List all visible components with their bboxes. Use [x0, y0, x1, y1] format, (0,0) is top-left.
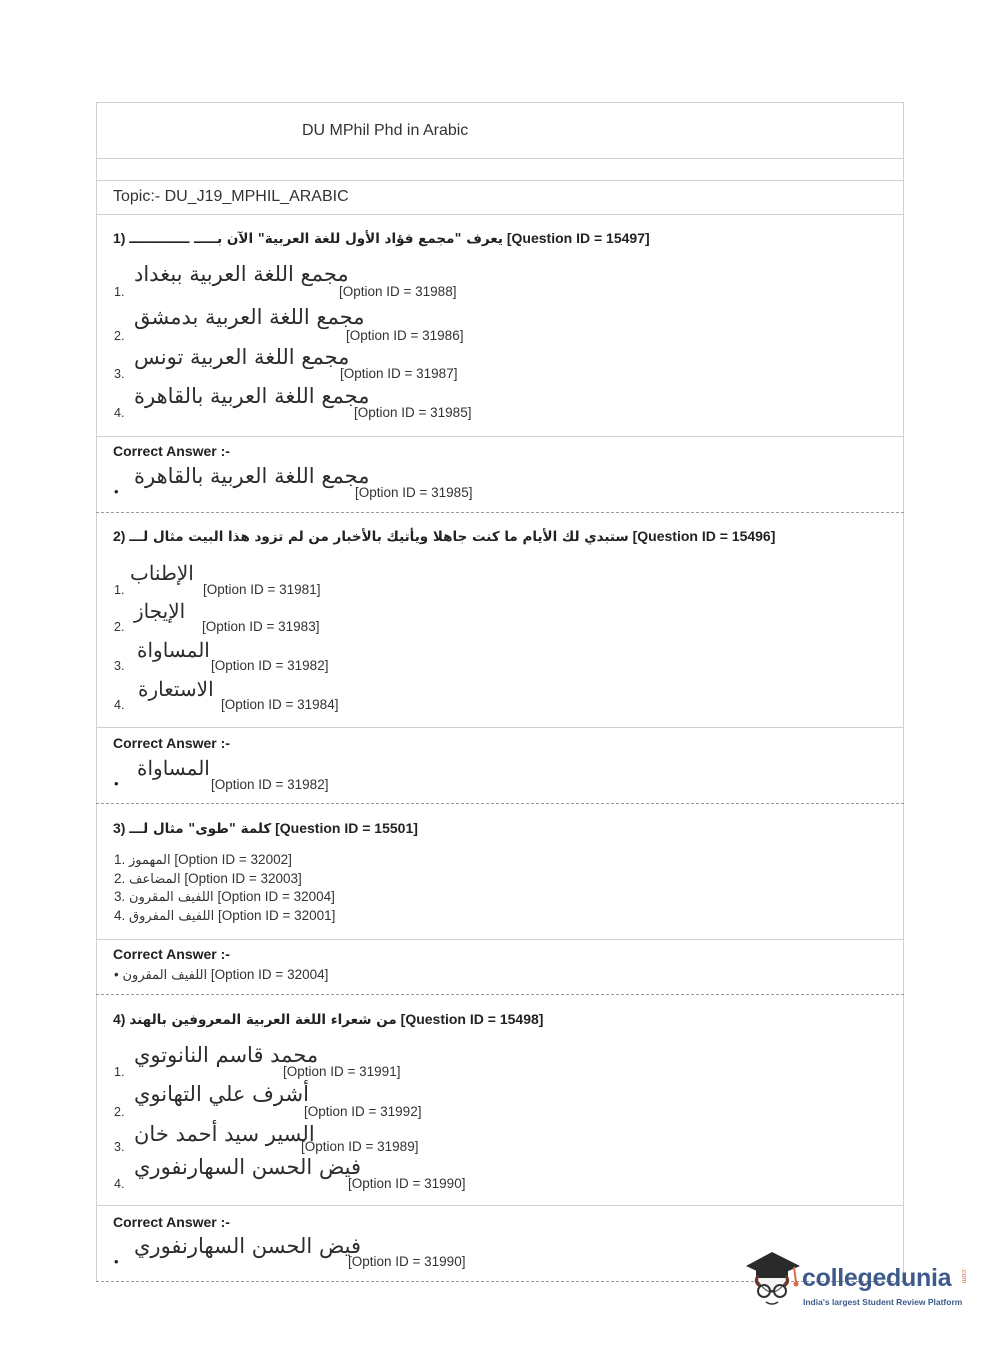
option-id: [Option ID = 32001] [217, 908, 336, 923]
option-text: المساواة [137, 638, 210, 662]
answer-text: فيض الحسن السهارنفوري [134, 1234, 362, 1258]
option-id: [Option ID = 31985] [354, 405, 472, 420]
option-text: مجمع اللغة العربية تونس [134, 345, 350, 369]
option-number: 1. [114, 1065, 125, 1079]
collegedunia-mascot-icon [742, 1246, 802, 1312]
question-separator [96, 803, 904, 804]
option-number: 3. [114, 367, 125, 381]
answer-id: [Option ID = 31990] [348, 1254, 466, 1269]
collegedunia-wordmark: collegedunia [802, 1264, 952, 1292]
option-text: مجمع اللغة العربية بدمشق [134, 305, 365, 329]
option-text: الإيجاز [134, 599, 186, 623]
option-number: 2. [114, 329, 125, 343]
option-number: 2. [114, 871, 126, 886]
option-line [114, 871, 302, 887]
option-text: أشرف علي التهانوي [134, 1082, 309, 1106]
option-number: 2. [114, 1105, 125, 1119]
question-id: [Question ID = 15496] [632, 528, 776, 544]
question-number: 4) [113, 1011, 126, 1027]
option-id: [Option ID = 31986] [346, 328, 464, 343]
option-id: [Option ID = 32003] [184, 871, 302, 886]
rule [96, 436, 904, 437]
question-number: 3) [113, 820, 126, 836]
answer-id: [Option ID = 31982] [211, 777, 329, 792]
option-id: [Option ID = 31992] [304, 1104, 422, 1119]
option-text: الإطناب [130, 561, 194, 585]
option-number: 2. [114, 620, 125, 634]
answer-text: اللفيف المقرون [122, 968, 208, 983]
question-separator [96, 994, 904, 995]
option-line [114, 908, 335, 924]
option-text: مجمع اللغة العربية ببغداد [134, 262, 349, 286]
option-number: 4. [114, 406, 125, 420]
option-number: 4. [114, 908, 126, 923]
collegedunia-tagline: India's largest Student Review Platform [803, 1297, 963, 1307]
option-number: 4. [114, 1177, 125, 1191]
answer-bullet: • [114, 776, 119, 791]
answer-text: المساواة [137, 756, 210, 780]
rule [96, 939, 904, 940]
rule [96, 214, 904, 215]
option-line [114, 852, 292, 868]
question-text: يعرف "مجمع فؤاد الأول للغة العربية" الآن بـــــ ـــــــــــــ [129, 231, 503, 247]
question-3-line [113, 820, 418, 837]
option-id: [Option ID = 32002] [174, 852, 292, 867]
question-4-line [113, 1011, 543, 1028]
option-number: 4. [114, 698, 125, 712]
correct-answer-label: Correct Answer :- [113, 735, 230, 751]
question-text: من شعراء اللغة العربية المعروفين بالهند [129, 1012, 397, 1028]
question-text: كلمة "طوى" مثال لـــ [129, 821, 272, 837]
topic-label: Topic:- DU_J19_MPHIL_ARABIC [113, 188, 349, 205]
page-title: DU MPhil Phd in Arabic [302, 122, 469, 139]
question-id: [Question ID = 15501] [275, 820, 418, 836]
option-text: مجمع اللغة العربية بالقاهرة [134, 384, 370, 408]
option-line [114, 889, 335, 905]
correct-answer-label: Correct Answer :- [113, 1214, 230, 1230]
option-number: 1. [114, 852, 126, 867]
rule [96, 158, 904, 159]
option-text: المهموز [129, 853, 171, 868]
option-id: [Option ID = 32004] [217, 889, 335, 904]
collegedunia-suffix: .com [960, 1268, 967, 1284]
rule [96, 180, 904, 181]
option-text: اللفيف المفروق [129, 909, 215, 924]
answer-text: مجمع اللغة العربية بالقاهرة [134, 464, 370, 488]
option-number: 3. [114, 889, 126, 904]
option-text: السير سيد أحمد خان [134, 1122, 315, 1146]
question-id: [Question ID = 15498] [400, 1011, 544, 1027]
answer-bullet: • [114, 1254, 119, 1269]
answer-id: [Option ID = 32004] [210, 967, 329, 982]
option-id: [Option ID = 31981] [203, 582, 321, 597]
answer-bullet: • [114, 967, 119, 982]
option-id: [Option ID = 31991] [283, 1064, 401, 1079]
option-id: [Option ID = 31984] [221, 697, 339, 712]
question-text: ستبدي لك الأيام ما كنت جاهلا ويأتيك بالأخبار من لم تزود هذا البيت مثال لـــ [129, 529, 629, 545]
correct-answer-label: Correct Answer :- [113, 946, 230, 962]
question-2-line [113, 528, 775, 545]
answer-id: [Option ID = 31985] [355, 485, 473, 500]
option-number: 1. [114, 583, 125, 597]
option-text: فيض الحسن السهارنفوري [134, 1155, 362, 1179]
correct-answer-label: Correct Answer :- [113, 443, 230, 459]
option-number: 1. [114, 285, 125, 299]
option-id: [Option ID = 31990] [348, 1176, 466, 1191]
answer-bullet: • [114, 484, 119, 499]
option-id: [Option ID = 31987] [340, 366, 458, 381]
question-number: 2) [113, 528, 126, 544]
option-id: [Option ID = 31988] [339, 284, 457, 299]
answer-line [114, 967, 328, 983]
option-id: [Option ID = 31983] [202, 619, 320, 634]
question-separator [96, 512, 904, 513]
rule [96, 727, 904, 728]
option-text: المضاعف [129, 872, 181, 887]
question-id: [Question ID = 15497] [506, 230, 650, 246]
option-text: الاستعارة [138, 677, 214, 701]
rule [96, 1205, 904, 1206]
option-number: 3. [114, 659, 125, 673]
option-text: محمد قاسم النانوتوي [134, 1043, 319, 1067]
rule [96, 102, 904, 103]
option-id: [Option ID = 31989] [301, 1139, 419, 1154]
question-1-line [113, 230, 650, 247]
option-number: 3. [114, 1140, 125, 1154]
option-text: اللفيف المقرون [129, 890, 214, 905]
option-id: [Option ID = 31982] [211, 658, 329, 673]
question-number: 1) [113, 230, 126, 246]
